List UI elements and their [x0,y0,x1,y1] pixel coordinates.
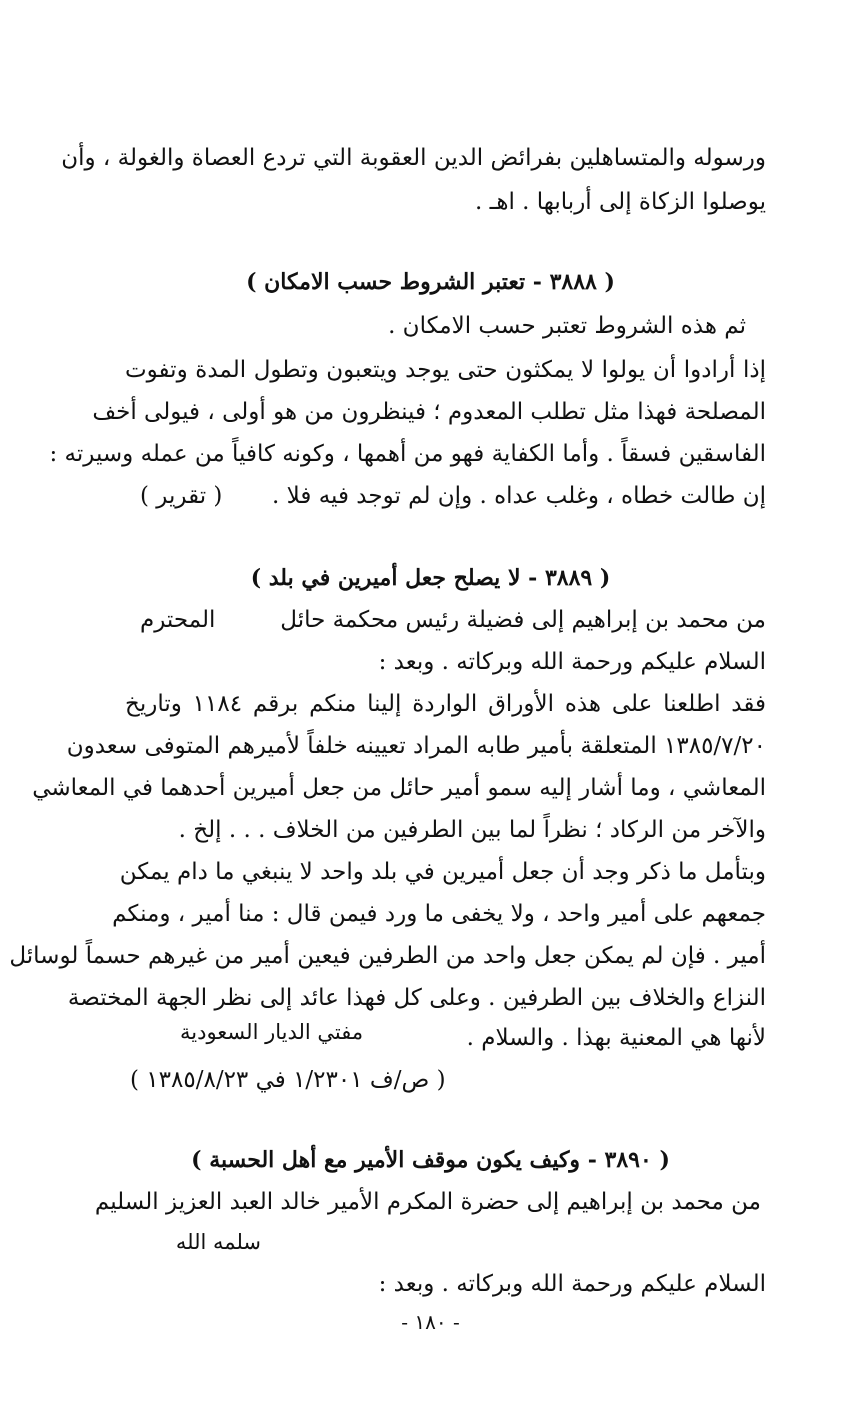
intro-line-1: ورسوله والمتساهلين بفرائض الدين العقوبة التي تردع العصاة والغولة ، وأن [61,145,766,171]
section-3890-heading: ( ٣٨٩٠ - وكيف يكون موقف الأمير مع أهل الحسبة ) [191,1147,670,1173]
letter-3889-greeting: السلام عليكم ورحمة الله وبركاته . وبعد : [378,649,766,675]
letter-3889-p2-line-4: النزاع والخلاف بين الطرفين . وعلى كل فهذا عائد إلى نظر الجهة المختصة [67,985,766,1011]
letter-3890-salutation: سلمه الله [175,1230,261,1254]
letter-3889-p1-line-2: ١٣٨٥/٧/٢٠ المتعلقة بأمير طابه المراد تعيينه خلفاً لأميرهم المتوفى سعدون [66,733,766,759]
letter-3890-greeting: السلام عليكم ورحمة الله وبركاته . وبعد : [378,1271,766,1297]
section-3888-source: ( تقرير ) [140,483,223,509]
letter-3889-p1-line-1: فقد اطلعنا على هذه الأوراق الواردة إلينا منكم برقم ١١٨٤ وتاريخ [125,691,767,717]
letter-3889-p2-line-1: وبتأمل ما ذكر وجد أن جعل أميرين في بلد واحد لا ينبغي ما دام يمكن [119,859,766,885]
intro-line-2: يوصلوا الزكاة إلى أربابها . اهـ . [474,189,766,215]
letter-3889-p1-line-3: المعاشي ، وما أشار إليه سمو أمير حائل من جعل أميرين أحدهما في المعاشي [32,775,766,801]
letter-3889-p1-line-4: والآخر من الركاد ؛ نظراً لما بين الطرفين من الخلاف . . . إلخ . [178,817,766,843]
section-3888-line-5: إن طالت خطاه ، وغلب عداه . وإن لم توجد فيه فلا . [272,483,766,509]
section-3888-line-1: ثم هذه الشروط تعتبر حسب الامكان . [388,313,746,339]
section-3889-heading: ( ٣٨٨٩ - لا يصلح جعل أميرين في بلد ) [250,565,611,591]
letter-3889-p2-line-2: جمعهم على أمير واحد ، ولا يخفى ما ورد فيمن قال : منا أمير ، ومنكم [112,901,766,927]
letter-3889-reference: ( ص/ف ١/٢٣٠١ في ١٣٨٥/٨/٢٣ ) [130,1067,446,1093]
page-number: - ١٨٠ - [401,1310,460,1334]
letter-3889-honorific: المحترم [140,607,216,633]
letter-3889-closing: لأنها هي المعنية بهذا . والسلام . [466,1025,766,1051]
letter-3889-p2-line-3: أمير . فإن لم يمكن جعل واحد من الطرفين فيعين أمير من غيرهم حسماً لوسائل [9,943,766,969]
section-3888-line-4: الفاسقين فسقاً . وأما الكفاية فهو من أهمها ، وكونه كافياً من عمله وسيرته : [49,441,766,467]
letter-3889-signature: مفتي الديار السعودية [180,1020,364,1044]
section-3888-line-2: إذا أرادوا أن يولوا لا يمكثون حتى يوجد ويتعبون وتطول المدة وتفوت [125,357,766,383]
section-3888-line-3: المصلحة فهذا مثل تطلب المعدوم ؛ فينظرون من هو أولى ، فيولى أخف [92,399,766,425]
letter-3889-from: من محمد بن إبراهيم إلى فضيلة رئيس محكمة حائل [280,607,766,633]
letter-3890-from: من محمد بن إبراهيم إلى حضرة المكرم الأمير خالد العبد العزيز السليم [94,1189,761,1215]
section-3888-heading: ( ٣٨٨٨ - تعتبر الشروط حسب الامكان ) [246,269,615,295]
